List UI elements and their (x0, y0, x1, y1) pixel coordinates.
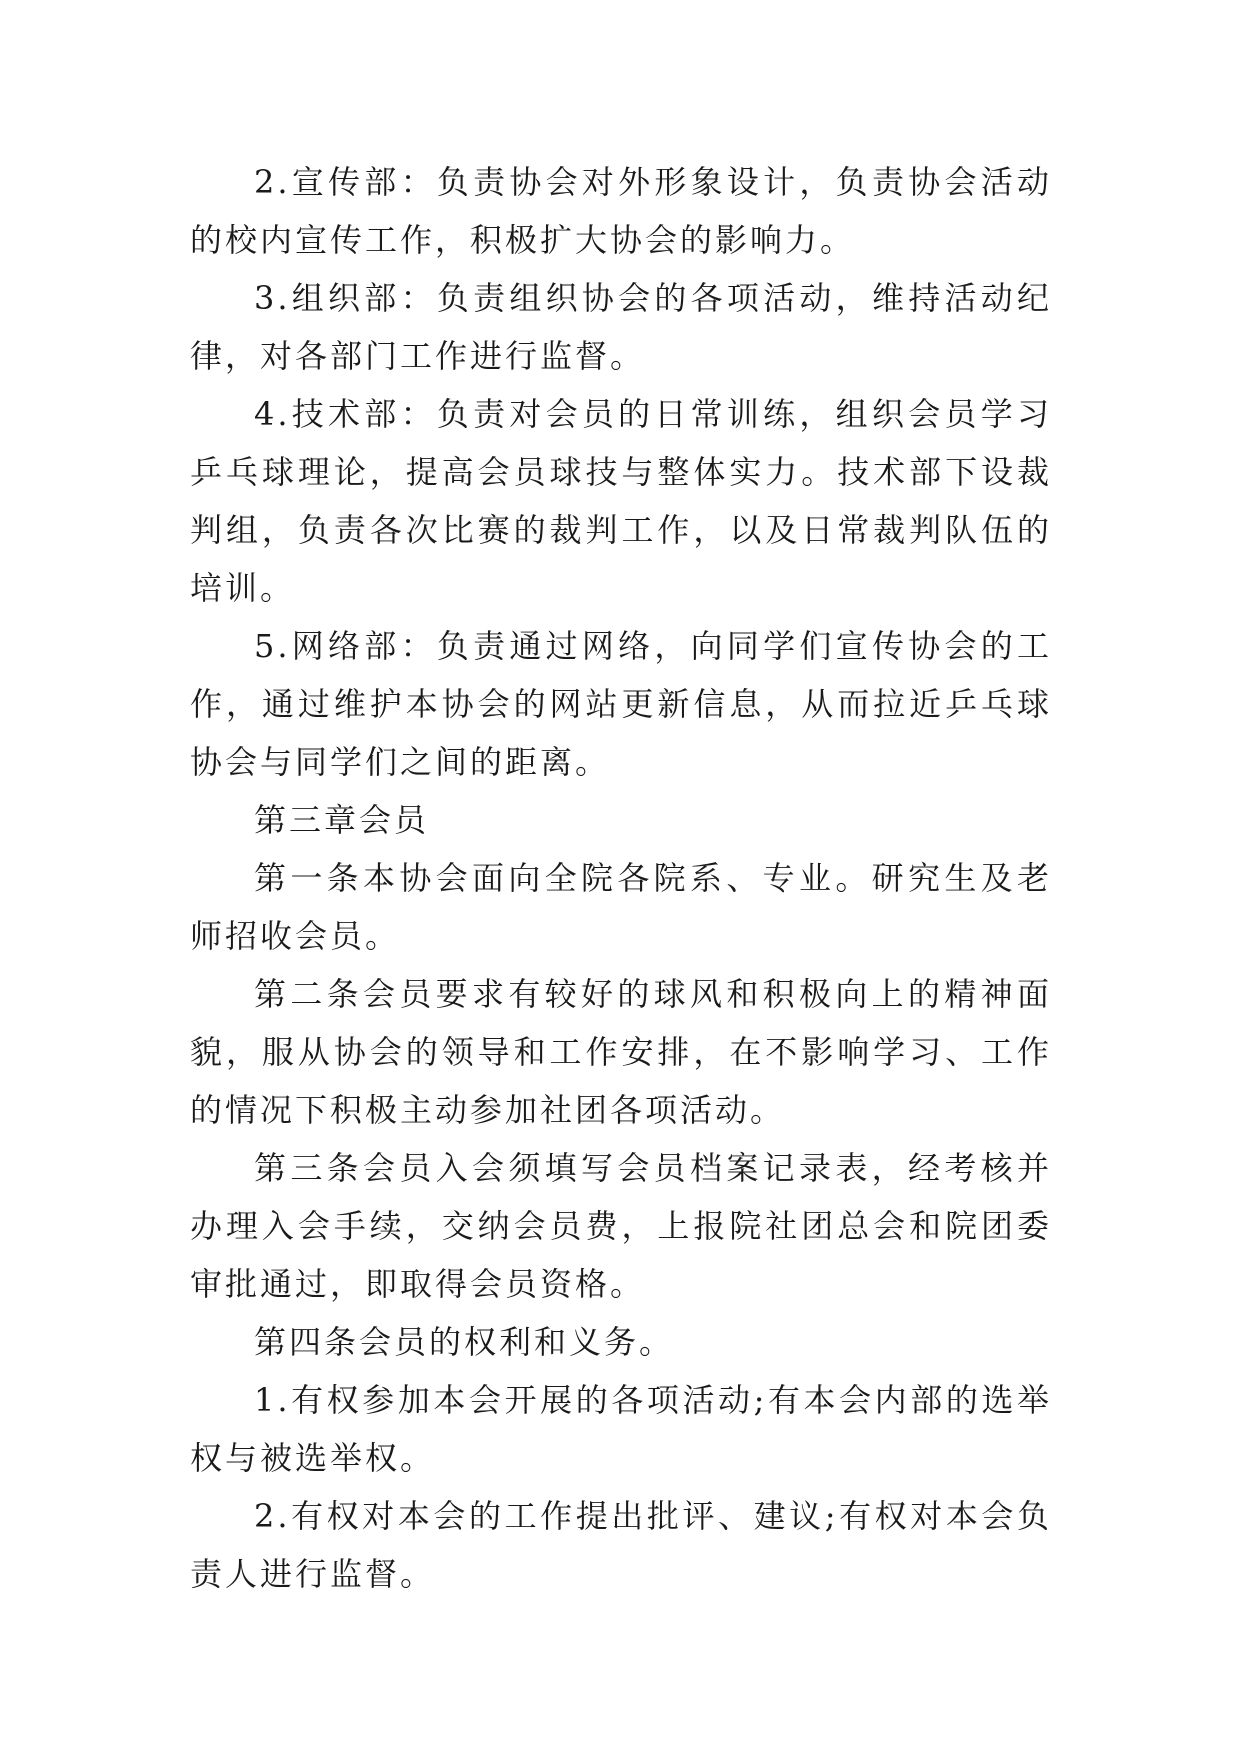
paragraph-propaganda-dept: 2.宣传部：负责协会对外形象设计，负责协会活动的校内宣传工作，积极扩大协会的影响力。 (190, 163, 1052, 259)
article-4: 第四条会员的权利和义务。 (254, 1323, 675, 1361)
paragraph-technical-dept: 4.技术部：负责对会员的日常训练，组织会员学习乒乓球理论，提高会员球技与整体实力。技术部下设裁判组，负责各次比赛的裁判工作，以及日常裁判队伍的培训。 (190, 395, 1052, 607)
document-body (190, 153, 1052, 1603)
paragraph-network-dept: 5.网络部：负责通过网络，向同学们宣传协会的工作，通过维护本协会的网站更新信息，从而拉近乒乓球协会与同学们之间的距离。 (190, 627, 1052, 781)
article-2: 第二条会员要求有较好的球风和积极向上的精神面貌，服从协会的领导和工作安排，在不影响学习、工作的情况下积极主动参加社团各项活动。 (190, 975, 1052, 1129)
paragraph-organization-dept: 3.组织部：负责组织协会的各项活动，维持活动纪律，对各部门工作进行监督。 (190, 279, 1052, 375)
rights-item-2: 2.有权对本会的工作提出批评、建议;有权对本会负责人进行监督。 (190, 1497, 1052, 1593)
article-3: 第三条会员入会须填写会员档案记录表，经考核并办理入会手续，交纳会员费，上报院社团总会和院团委审批通过，即取得会员资格。 (190, 1149, 1052, 1303)
rights-item-1: 1.有权参加本会开展的各项活动;有本会内部的选举权与被选举权。 (190, 1381, 1052, 1477)
article-1: 第一条本协会面向全院各院系、专业。研究生及老师招收会员。 (190, 859, 1052, 955)
chapter-heading: 第三章会员 (254, 801, 430, 839)
